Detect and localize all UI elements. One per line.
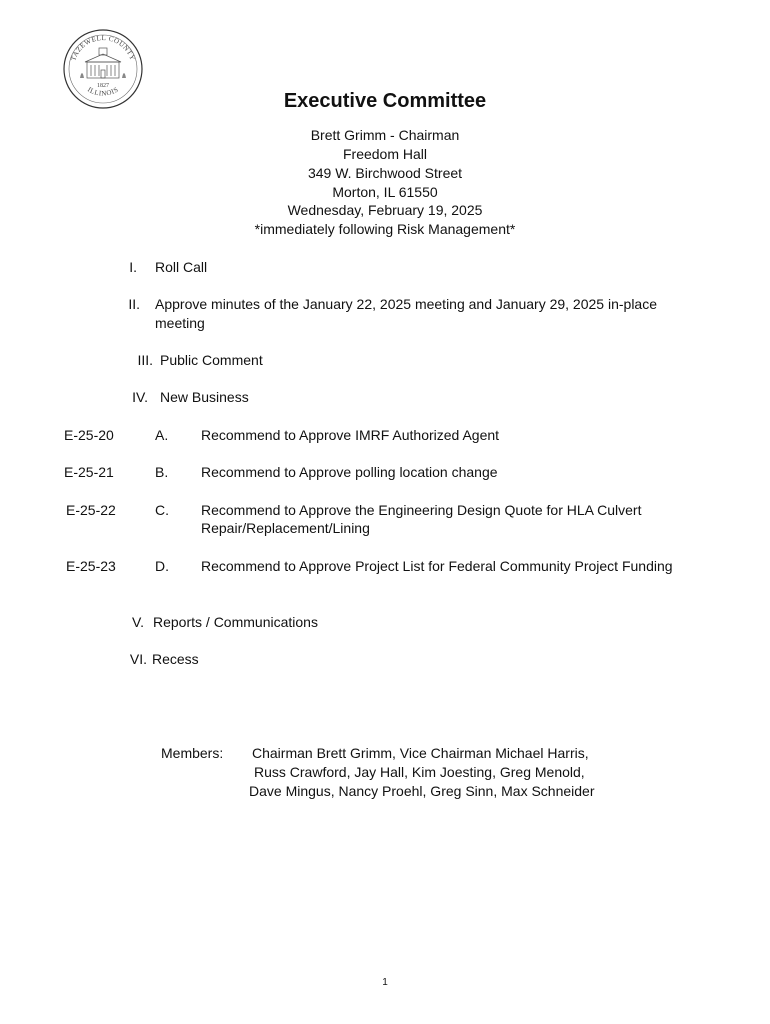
item-code: E-25-23 [66,558,116,574]
chairman-line: Brett Grimm - Chairman [310,127,460,143]
new-business-item-c-continuation: Repair/Replacement/Lining [201,520,370,536]
item-letter: A. [155,427,169,443]
date-line: Wednesday, February 19, 2025 [287,202,483,218]
seal-bottom-text: ILLINOIS [86,85,120,98]
agenda-text: Approve minutes of the January 22, 2025 meeting and January 29, 2025 in-place [155,296,657,312]
item-code: E-25-20 [64,427,114,443]
members-line-3: Dave Mingus, Nancy Proehl, Greg Sinn, Max Schneider [249,783,595,799]
agenda-number: I. [129,259,137,275]
agenda-text: Recess [152,651,199,667]
agenda-text: Roll Call [155,259,208,275]
city-line: Morton, IL 61550 [332,184,438,200]
members-line-1: Chairman Brett Grimm, Vice Chairman Michael Harris, [252,745,589,761]
agenda-text: Reports / Communications [153,614,318,630]
agenda-number: V. [132,614,144,630]
new-business-item-c: Recommend to Approve the Engineering Design Quote for HLA Culvert [201,502,642,518]
members-line-2: Russ Crawford, Jay Hall, Kim Joesting, Greg Menold, [254,764,585,780]
seal-year: 1827 [97,83,109,89]
page-number: 1 [382,977,388,988]
agenda-number: IV. [132,389,148,405]
new-business-item-b: Recommend to Approve polling location change [201,464,498,480]
new-business-item-a: Recommend to Approve IMRF Authorized Agent [201,427,500,443]
new-business-item-d: Recommend to Approve Project List for Federal Community Project Funding [201,558,673,574]
agenda-number: VI. [129,651,147,667]
courthouse-icon [80,48,126,78]
note-line: *immediately following Risk Management* [254,221,516,237]
agenda-number: III. [137,352,153,368]
agenda-text: Public Comment [160,352,263,368]
item-letter: B. [155,464,169,480]
item-code: E-25-21 [64,464,114,480]
venue-line: Freedom Hall [342,146,428,162]
agenda-text-continuation: meeting [155,315,205,331]
agenda-text: New Business [160,389,249,405]
address-line: 349 W. Birchwood Street [307,165,463,181]
item-code: E-25-22 [66,502,116,518]
members-label: Members: [161,745,224,761]
item-letter: D. [155,558,169,574]
seal-top-text: TAZEWELL COUNTY [69,33,137,62]
page-title: Executive Committee [283,90,487,112]
agenda-number: II. [128,296,140,312]
item-letter: C. [155,502,169,518]
